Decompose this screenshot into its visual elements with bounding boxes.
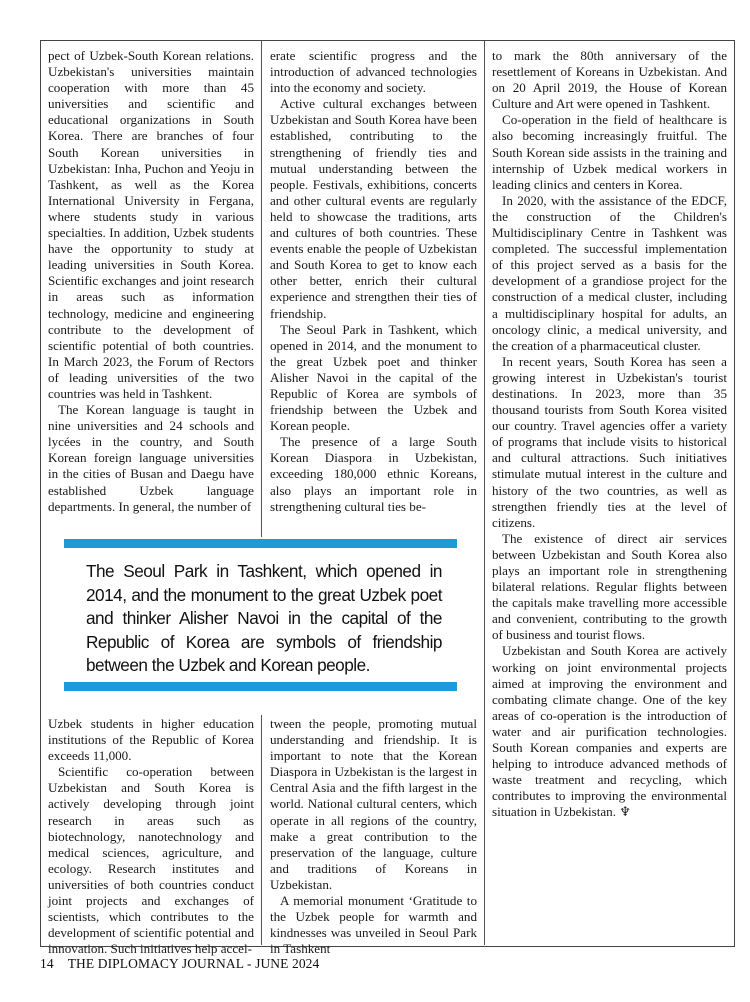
article-paragraph: In recent years, South Korea has seen a growing interest in Uzbekistan's tourist destinations. In 2023, more than 35 thousand tourists from South Korea visited our country. Travel agencies offer a variety of programs that include visits to historical and cultural attractions. Such initiatives stimulate mutual interest in the culture and history of the two countries, as well as strengthen friendly ties at the level of citizens. <box>492 353 727 530</box>
pull-quote-top-bar <box>64 539 457 548</box>
article-paragraph: erate scientific progress and the introduction of advanced technologies into the economy and society. <box>270 48 477 96</box>
pull-quote: The Seoul Park in Tashkent, which opened in 2014, and the monument to the great Uzbek poet and thinker Alisher Navoi in the capital of the Republic of Korea are symbols of friendship between the Uzbek and Korean people. <box>86 561 442 675</box>
article-column-1-bottom <box>48 716 254 957</box>
article-column-3 <box>492 48 727 946</box>
article-column-2-bottom <box>270 716 477 957</box>
article-paragraph: In 2020, with the assistance of the EDCF, the construction of the Children's Multidisciplinary Centre in Tashkent was completed. The successful implementation of this project served as a basis for the development of a grandiose project for the construction of a medical cluster, including a multidisciplinary hospital for adults, an oncology clinic, a medical university, and the creation of a pharmaceutical cluster. <box>492 192 727 353</box>
article-paragraph: Co-operation in the field of healthcare is also becoming increasingly fruitful. The South Korean side assists in the training and internship of Uzbek medical workers in leading clinics and centers in Korea. <box>492 112 727 192</box>
article-paragraph: The presence of a large South Korean Diaspora in Uzbekistan, exceeding 180,000 ethnic Koreans, also plays an important role in strengthening cultural ties be- <box>270 434 477 514</box>
end-mark-icon: ♆ <box>619 804 631 820</box>
pull-quote-bottom-bar <box>64 682 457 691</box>
article-paragraph: Uzbekistan and South Korea are actively working on joint environmental projects aimed at improving the environment and combating climate change. One of the key areas of co-operation is the introduction of water and air purification technologies. South Korean companies and experts are helping to introduce advanced methods of waste treatment and recycling, which contributes to improving the environmental situation in Uzbekistan. ♆ <box>492 643 727 820</box>
column-rule <box>261 41 262 537</box>
article-paragraph: The Seoul Park in Tashkent, which opened in 2014, and the monument to the great Uzbek poet and thinker Alisher Navoi in the capital of the Republic of Korea are symbols of friendship between the Uzbek and Korean people. <box>270 321 477 434</box>
article-paragraph: Uzbek students in higher education institutions of the Republic of Korea exceeds 11,000. <box>48 716 254 764</box>
article-paragraph: A memorial monument ‘Gratitude to the Uzbek people for warmth and kindnesses was unveiled in Seoul Park in Tashkent <box>270 893 477 957</box>
article-paragraph: Active cultural exchanges between Uzbekistan and South Korea have been established, contributing to the strengthening of friendly ties and mutual understanding between the people. Festivals, exhibitions, concerts and other cultural events are regularly held to showcase the traditions, arts and cultures of both countries. These events enable the people of Uzbekistan and South Korea to get to know each other better, enrich their cultural experience and strengthen their ties of friendship. <box>270 96 477 321</box>
article-paragraph: Scientific co-operation between Uzbekistan and South Korea is actively developing through joint research in areas such as biotechnology, nanotechnology and medical sciences, agriculture, and ecology. Research institutes and universities of both countries conduct joint projects and exchanges of scientists, which contributes to the development of scientific potential and innovation. Such initiatives help accel- <box>48 764 254 957</box>
page-number: 14 <box>40 956 54 971</box>
column-rule <box>484 41 485 945</box>
article-column-2-top <box>270 48 477 520</box>
article-paragraph: tween the people, promoting mutual understanding and friendship. It is important to note that the Korean Diaspora in Uzbekistan is the largest in Central Asia and the fifth largest in the world. National cultural centers, which operate in all regions of the country, make a great contribution to the preservation of the language, culture and traditions of Koreans in Uzbekistan. <box>270 716 477 892</box>
page-footer <box>40 956 319 972</box>
article-paragraph: The existence of direct air services between Uzbekistan and South Korea also plays an important role in strengthening bilateral relations. Regular flights between the capitals make travelling more accessible and convenient, contributing to the growth of business and tourist flows. <box>492 530 727 643</box>
article-paragraph: pect of Uzbek-South Korean relations. Uzbekistan's universities maintain cooperation with more than 45 universities and scientific and educational organizations in South Korea. There are branches of four South Korean universities in Uzbekistan: Inha, Puchon and Yeoju in Tashkent, as well as the Korea International University in Fergana, where students study in various specialties. In addition, Uzbek students have the opportunity to study at leading universities in South Korea. Scientific exchanges and joint research in areas such as information technology, medicine and engineering contribute to the development of scientific potential of both countries. In March 2023, the Forum of Rectors of leading universities of the two countries was held in Tashkent. <box>48 48 254 401</box>
column-rule <box>261 715 262 945</box>
article-column-1-top <box>48 48 254 520</box>
publication-line: THE DIPLOMACY JOURNAL - JUNE 2024 <box>67 956 320 971</box>
article-paragraph: to mark the 80th anniversary of the resettlement of Koreans in Uzbekistan. And on 20 April 2019, the House of Korean Culture and Art were opened in Tashkent. <box>492 48 727 112</box>
article-paragraph: The Korean language is taught in nine universities and 24 schools and lycées in the country, and South Korean foreign language universities in the cities of Busan and Daegu have established Uzbek language departments. In general, the number of <box>48 402 254 514</box>
